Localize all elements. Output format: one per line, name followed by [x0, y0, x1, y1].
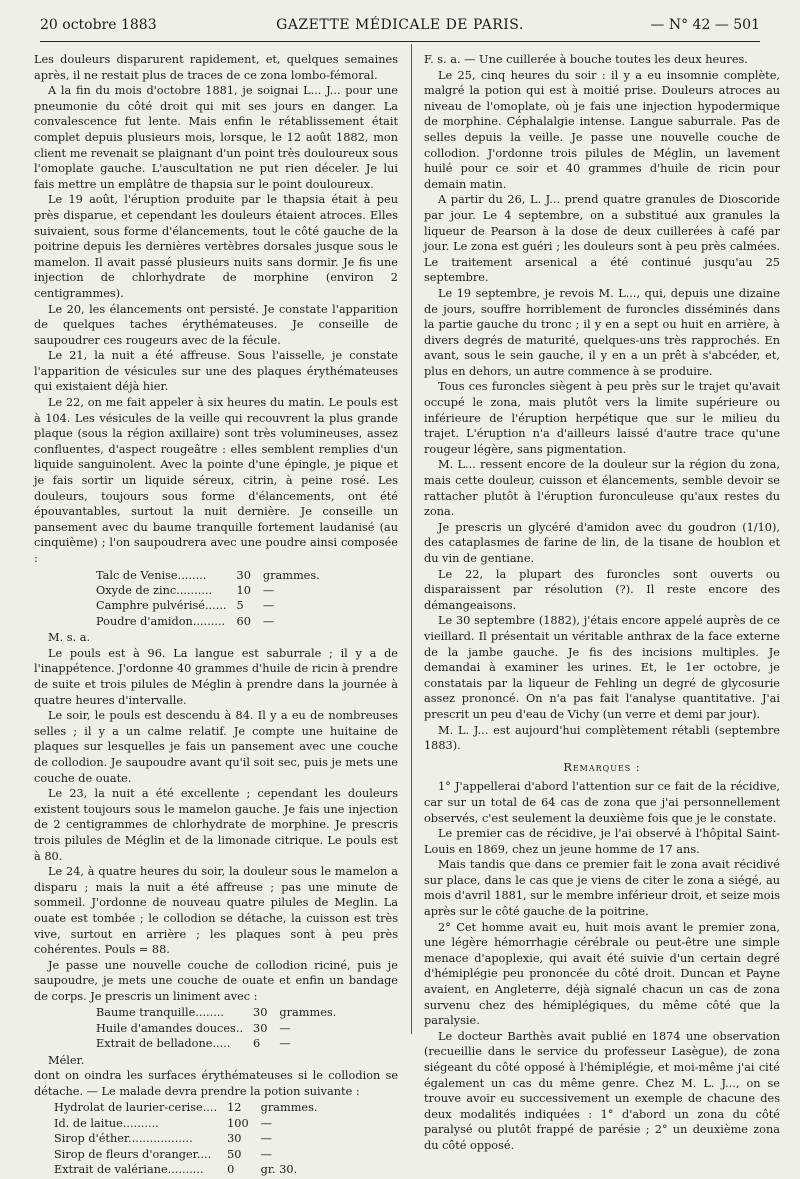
- prescription-sign: M. s. a.: [48, 631, 91, 645]
- remarks-heading: Remarques :: [563, 760, 641, 774]
- header-date: 20 octobre 1883: [40, 17, 157, 33]
- prescription-row: Huile d'amandes douces.. 30 —: [96, 1021, 291, 1035]
- right-column: [424, 52, 780, 1154]
- prescription-row: Poudre d'amidon......... 60 —: [96, 614, 275, 628]
- paragraph: Je prescris un glycéré d'amidon avec du goudron (1/10), des cataplasmes de farine de lin, de la tisane de houblon et du vin de gentiane.: [424, 520, 780, 565]
- prescription-row: Camphre pulvérisé...... 5 —: [96, 599, 275, 613]
- prescription-potion: [54, 1100, 322, 1177]
- paragraph: F. s. a. — Une cuillerée à bouche toutes les deux heures.: [424, 53, 748, 66]
- paragraph: M. L... ressent encore de la douleur sur la région du zona, mais cette douleur, cuisson et élancements, semble devoir se rattacher plutôt à l'éruption furonculeuse qu'aux restes du zona.: [424, 458, 780, 519]
- paragraph: M. L. J... est aujourd'hui complètement rétabli (septembre 1883).: [424, 723, 780, 753]
- prescription-powder: [96, 568, 324, 630]
- paragraph: Le 30 septembre (1882), j'étais encore appelé auprès de ce vieillard. Il présentait un véritable anthrax de la face externe de la jambe gauche. Je fis des incisions multiples. Je demandai à examiner les urines. Et, le 1er octobre, je constatais par la liqueur de Fehling un degré de glycosurie assez prononcé. On n'a pas fait l'analyse quantitative. J'ai prescrit un peu d'eau de Vichy (un verre et demi par jour).: [424, 614, 780, 721]
- prescription-row: Id. de laitue.......... 100 —: [54, 1116, 272, 1130]
- paragraph: Le 22, on me fait appeler à six heures du matin. Le pouls est à 104. Les vésicules de la veille qui recouvrent la plus grande plaque (sous la région axillaire) sont très volumineuses, assez confluentes, d'aspect rougeâtre : elles semblent remplies d'un liquide sanguinolent. Avec la pointe d'une épingle, je pique et je fais sortir un liquide séreux, citrin, à peine rosé. Les douleurs, toujours sous forme d'élancements, ont été épouvantables, surtout la nuit dernière. Je conseille un pansement avec du baume tranquille fortement laudanisé (au cinquième) ; l'on saupoudrera avec une poudre ainsi composée :: [34, 396, 398, 565]
- paragraph: Le 22, la plupart des furoncles sont ouverts ou disparaissent par résolution (?). Il reste encore des démangeaisons.: [424, 567, 780, 612]
- prescription-row: Extrait de valériane.......... 0 gr. 30.: [54, 1163, 298, 1177]
- page-header: [40, 15, 760, 35]
- header-rule: [40, 41, 760, 42]
- paragraph: Le 23, la nuit a été excellente ; cependant les douleurs existent toujours sous le mamelon gauche. Je fais une injection de 2 centigrammes de chlorhydrate de morphine. Je prescris trois pilules de Méglin et de la limonade citrique. Le pouls est à 80.: [34, 787, 398, 863]
- paragraph: Le 19 août, l'éruption produite par le thapsia était à peu près disparue, et cependant les douleurs étaient atroces. Elles suivaient, sous forme d'élancements, tout le côté gauche de la poitrine depuis les dernières vertèbres dorsales jusque sous le mamelon. Il avait passé plusieurs nuits sans dormir. Je fis une injection de chlorhydrate de morphine (environ 2 centigrammes).: [34, 193, 398, 300]
- prescription-row: Hydrolat de laurier-cerise.... 12 grammes.: [54, 1101, 318, 1115]
- paragraph: 1° J'appellerai d'abord l'attention sur ce fait de la récidive, car sur un total de 64 cas de zona que j'ai personnellement observés, c'est seulement la deuxième fois que je le constate.: [424, 780, 780, 825]
- paragraph: Le 19 septembre, je revois M. L..., qui, depuis une dizaine de jours, souffre horriblement de furoncles disséminés dans la partie gauche du tronc ; il y en a sept ou huit en arrière, à divers degrés de maturité, quelques-uns très rapprochés. En avant, sous le sein gauche, il y en a un prêt à s'abcéder, et, plus en dehors, un autre commence à se produire.: [424, 286, 780, 378]
- paragraph: A partir du 26, L. J... prend quatre granules de Dioscoride par jour. Le 4 septembre, on a substitué aux granules la liqueur de Pearson à la dose de deux cuillerées à café par jour. Le zona est guéri ; les douleurs sont à peu près calmées. Le traitement arsenical a été continué jusqu'au 25 septembre.: [424, 193, 780, 285]
- prescription-row: Baume tranquille........ 30 grammes.: [96, 1006, 337, 1020]
- paragraph: Le 25, cinq heures du soir : il y a eu insomnie complète, malgré la potion qui est à moitié prise. Douleurs atroces au niveau de l'omoplate, où je fais une injection hypodermique de morphine. Céphalalgie intense. Langue saburrale. Pas de selles depuis la veille. Je passe une nouvelle couche de collodion. J'ordonne trois pilules de Méglin, un lavement huilé pour ce soir et 40 grammes d'huile de ricin pour demain matin.: [424, 68, 780, 191]
- journal-title: GAZETTE MÉDICALE DE PARIS.: [276, 17, 524, 33]
- paragraph: Le docteur Barthès avait publié en 1874 une observation (recueillie dans le service du professeur Lasègue), de zona siégeant du côté opposé à l'hémiplégie, et moi-même j'ai cité également un cas du même genre. Chez M. L. J..., on se trouve avoir eu successivement un exemple de chacune des deux modalités indiquées : 1° d'abord un zona du côté paralysé ou plutôt frappé de parésie ; 2° un deuxième zona du côté opposé.: [424, 1029, 780, 1152]
- issue-page-number: — N° 42 — 501: [650, 17, 760, 33]
- paragraph: A la fin du mois d'octobre 1881, je soignai L... J... pour une pneumonie du côté droit qui mit ses jours en danger. La convalescence fut lente. Mais enfin le rétablissement était complet depuis plusieurs mois, lorsque, le 12 août 1882, mon client me revenait se plaignant d'un point très douloureux sous l'omoplate gauche. L'auscultation ne put rien déceler. Je lui fais mettre un emplâtre de thapsia sur le point douloureux.: [34, 84, 398, 191]
- paragraph: Le 24, à quatre heures du soir, la douleur sous le mamelon a disparu ; mais la nuit a été affreuse ; pas une minute de sommeil. J'ordonne de nouveau quatre pilules de Meglin. La ouate est tombée ; le collodion se détache, la cuisson est très vive, surtout en arrière ; les plaques sont à peu près cohérentes. Pouls = 88.: [34, 865, 398, 957]
- paragraph: 2° Cet homme avait eu, huit mois avant le premier zona, une légère hémorrhagie cérébrale ou peut-être une simple menace d'apoplexie, qui avait été suivie d'un certain degré d'hémiplégie peu prononcée du côté droit. Duncan et Payne avaient, en Angleterre, déjà signalé chacun un cas de zona survenu chez des hémiplégiques, du même côté que la paralysie.: [424, 920, 780, 1028]
- prescription-row: Extrait de belladone..... 6 —: [96, 1037, 291, 1051]
- paragraph: Le 21, la nuit a été affreuse. Sous l'aisselle, je constate l'apparition de vésicules sur une des plaques érythémateuses qui existaient déjà hier.: [34, 349, 398, 394]
- paragraph: Je passe une nouvelle couche de collodion riciné, puis je saupoudre, je mets une couche de ouate et enfin un bandage de corps. Je prescris un liniment avec :: [34, 958, 398, 1003]
- paragraph: Les douleurs disparurent rapidement, et, quelques semaines après, il ne restait plus de traces de ce zona lombo-fémoral.: [34, 53, 398, 82]
- left-column: [34, 52, 398, 1179]
- paragraph: Le soir, le pouls est descendu à 84. Il y a eu de nombreuses selles ; il y a un calme relatif. Je compte une huitaine de plaques sur lesquelles je fais un pansement avec une couche de collodion. Je saupoudre avant qu'il soit sec, puis je mets une couche de ouate.: [34, 709, 398, 785]
- prescription-row: Talc de Venise........ 30 grammes.: [96, 568, 320, 582]
- column-divider: [411, 44, 412, 1034]
- paragraph: Le pouls est à 96. La langue est saburrale ; il y a de l'inappétence. J'ordonne 40 grammes d'huile de ricin à prendre de suite et trois pilules de Méglin à prendre dans la journée à quatre heures d'intervalle.: [34, 646, 398, 707]
- prescription-sign: Méler.: [48, 1053, 85, 1067]
- paragraph: dont on oindra les surfaces érythémateuses si le collodion se détache. — Le malade devra prendre la potion suivante :: [34, 1069, 398, 1098]
- paragraph: Mais tandis que dans ce premier fait le zona avait récidivé sur place, dans le cas que je viens de citer le zona a siégé, au mois d'avril 1881, sur le membre inférieur droit, et seize mois après sur le côté gauche de la poitrine.: [424, 858, 780, 919]
- paragraph: Le premier cas de récidive, je l'ai observé à l'hôpital Saint-Louis en 1869, chez un jeune homme de 17 ans.: [424, 827, 780, 856]
- paragraph: Tous ces furoncles siègent à peu près sur le trajet qu'avait occupé le zona, mais plutôt vers la limite supérieure ou inférieure de l'éruption herpétique que sur le milieu du trajet. L'éruption n'a d'ailleurs laissé d'autre trace qu'une rougeur légère, sans pigmentation.: [424, 380, 780, 456]
- prescription-liniment: [96, 1005, 340, 1051]
- paragraph: Le 20, les élancements ont persisté. Je constate l'apparition de quelques taches érythémateuses. Je conseille de saupoudrer ces rougeurs avec de la fécule.: [34, 302, 398, 347]
- prescription-row: Sirop de fleurs d'oranger.... 50 —: [54, 1147, 272, 1161]
- prescription-row: Oxyde de zinc.......... 10 —: [96, 584, 275, 597]
- prescription-row: Sirop d'éther.................. 30 —: [54, 1132, 272, 1146]
